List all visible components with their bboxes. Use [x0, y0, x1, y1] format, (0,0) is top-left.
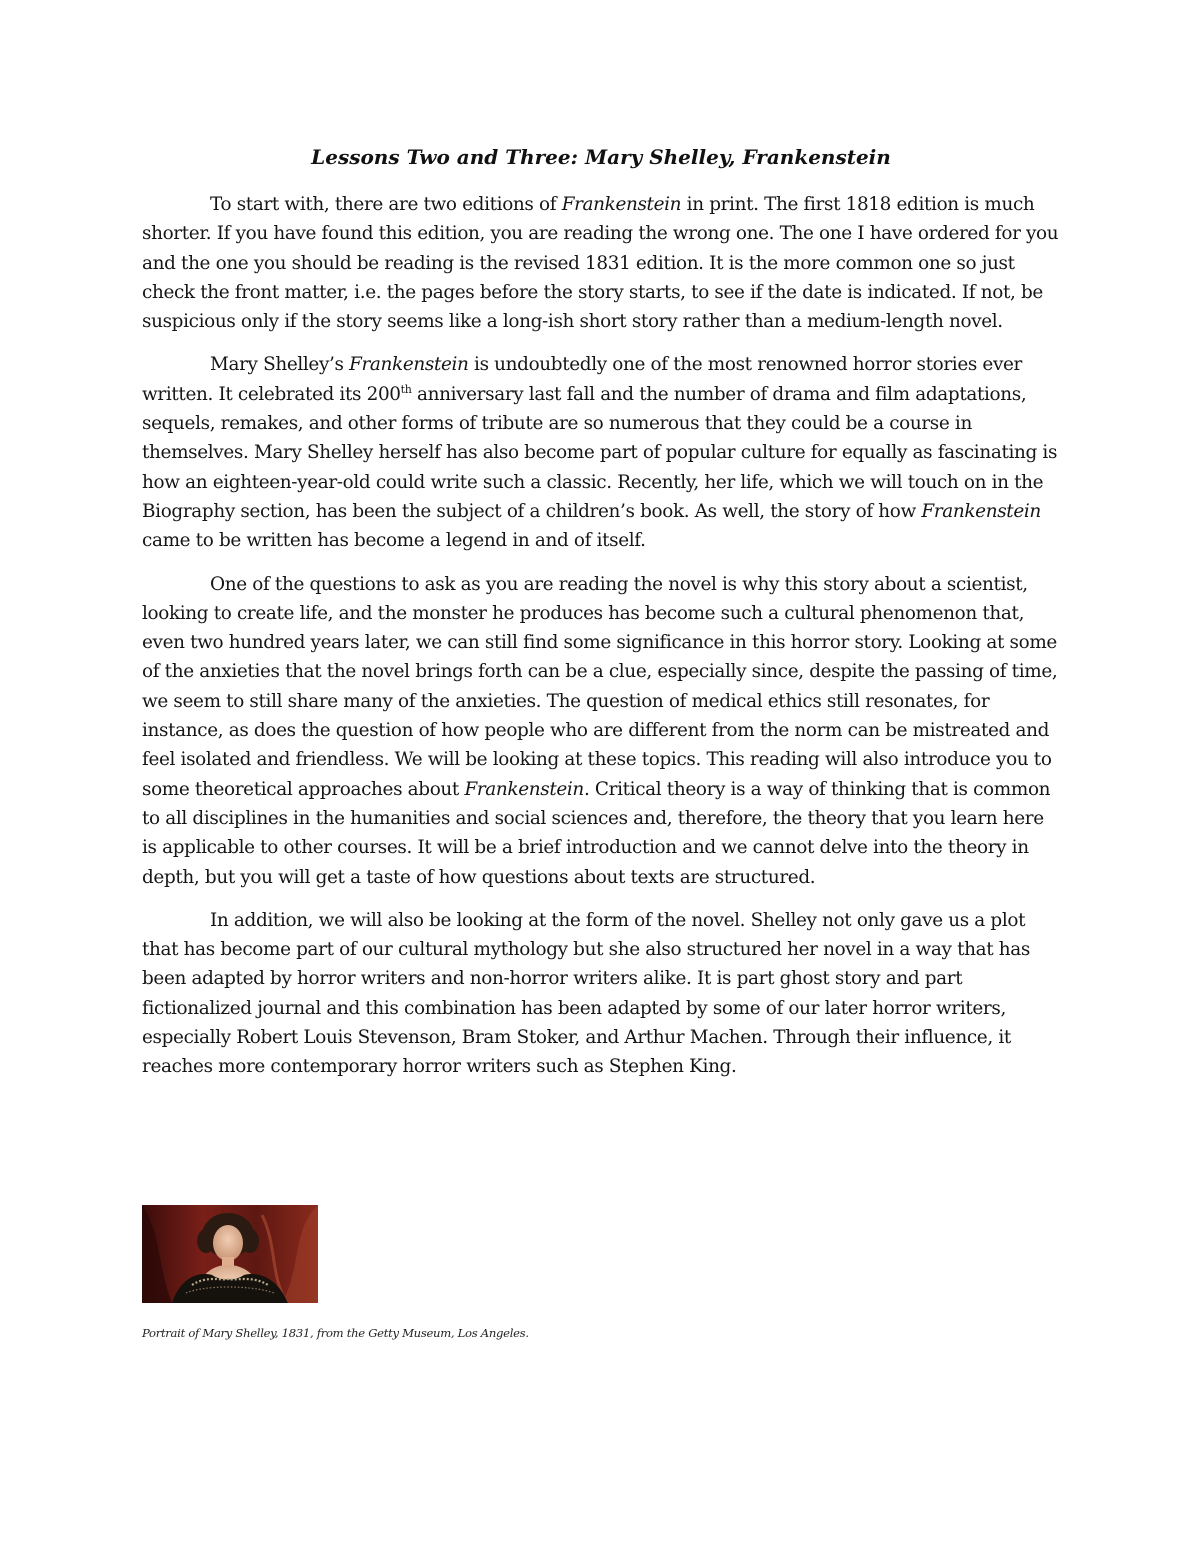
book-title-italic: Frankenstein [561, 194, 682, 215]
paragraph-form [142, 906, 1060, 1082]
text-run: came to be written has become a legend in and of itself. [142, 530, 646, 552]
text-run: . Critical theory is a way of thinking that is common to all disciplines in the humanities and social sciences and, therefore, the theory that you learn here is applicable to other courses. It will be a brief introduction and we cannot delve into the theory in depth, but you will get a taste of how questions about texts are structured. [142, 778, 1051, 888]
text-run: To start with, there are two editions of [210, 194, 562, 215]
text-run: in print. The first 1818 edition is much shorter. If you have found this edition, you are reading the wrong one. The one I have ordered for you and the one you should be reading is the revised 1831 edition. It is the more common one so just check the front matter, i.e. the pages before the story starts, to see if the date is indicated. If not, be suspicious only if the story seems like a long-ish short story rather than a medium-length novel. [142, 194, 1059, 333]
figure-caption: Portrait of Mary Shelley, 1831, from the Getty Museum, Los Angeles. [142, 1326, 529, 1340]
text-run: anniversary last fall and the number of drama and film adaptations, sequels, remakes, and other forms of tribute are so numerous that they could be a course in themselves. Mary Shelley herself has also become part of popular culture for equally as fascinating is how an eighteen-year-old could write such a classic. Recently, her life, which we will touch on in the Biography section, has been the subject of a children’s book. As well, the story of how [142, 383, 1058, 522]
book-title-italic: Frankenstein [464, 778, 584, 800]
document-title: Lessons Two and Three: Mary Shelley, Frankenstein [311, 145, 891, 169]
portrait-image [142, 1205, 318, 1303]
text-run: is undoubtedly one of the most renowned horror stories ever written. It celebrated its 200 [142, 354, 1022, 405]
ordinal-superscript: th [400, 382, 412, 396]
text-run: One of the questions to ask as you are reading the novel is why this story about a scientist, looking to create life, and the monster he produces has become such a cultural phenomenon that, even two hundred years later, we can still find some significance in this horror story. Looking at some of the anxieties that the novel brings forth can be a clue, especially since, despite the passing of time, we seem to still share many of the anxieties. The question of medical ethics still resonates, for instance, as does the question of how people who are different from the norm can be mistreated and feel isolated and friendless. We will be looking at these topics. This reading will also introduce you to some theoretical approaches about [142, 573, 1058, 800]
portrait-painting [142, 1205, 318, 1303]
paragraph-questions [142, 570, 1060, 892]
text-run: In addition, we will also be looking at the form of the novel. Shelley not only gave us a plot that has become part of our cultural mythology but she also structured her novel in a way that has been adapted by horror writers and non-horror writers alike. It is part ghost story and part fictionalized journal and this combination has been adapted by some of our later horror writers, especially Robert Louis Stevenson, Bram Stoker, and Arthur Machen. Through their influence, it reaches more contemporary horror writers such as Stephen King. [142, 909, 1030, 1078]
paragraph-editions [142, 190, 1060, 336]
book-title-italic: Frankenstein [349, 354, 469, 376]
book-title-italic: Frankenstein [921, 500, 1041, 522]
text-run: Mary Shelley’s [210, 354, 350, 376]
document-body [142, 190, 1060, 1096]
paragraph-renown [142, 350, 1060, 555]
